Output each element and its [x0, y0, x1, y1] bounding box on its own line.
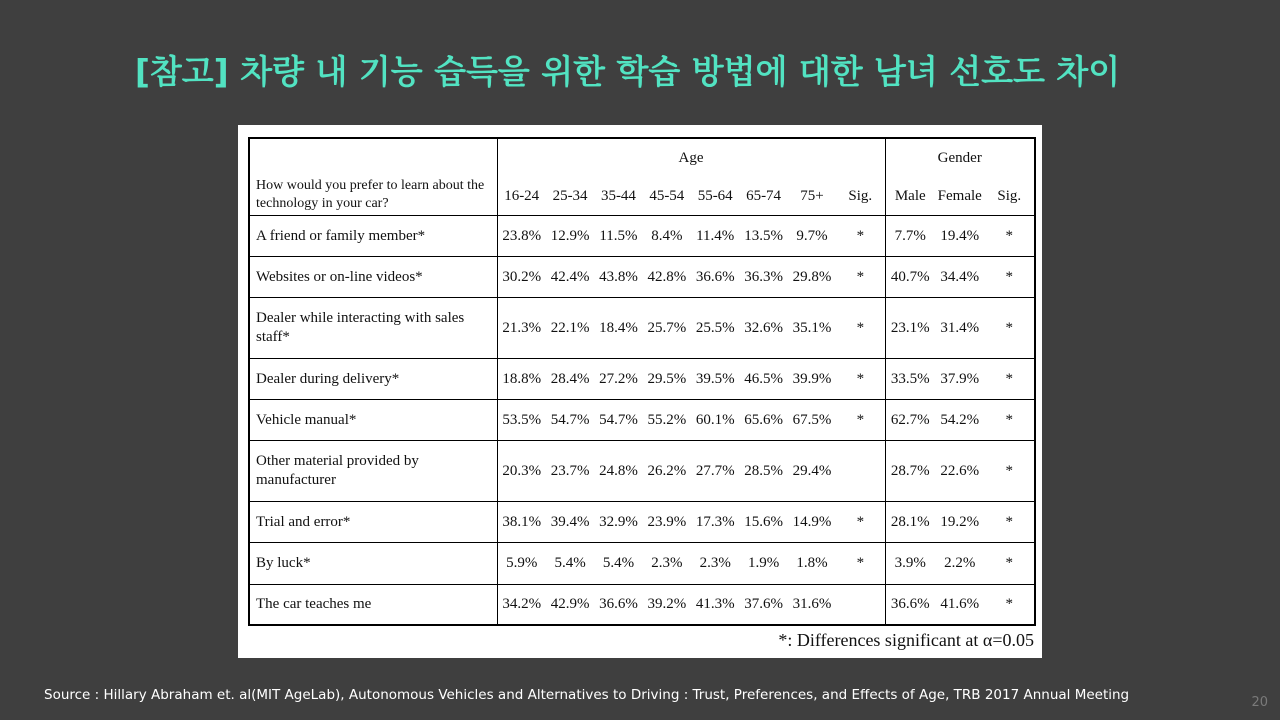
- age-subheader: 75+: [800, 187, 824, 204]
- gender-cell: *: [1005, 411, 1013, 428]
- slide-title: [참고] 차량 내 기능 습득을 위한 학습 방법에 대한 남녀 선호도 차이: [134, 52, 1121, 91]
- row-label: Websites or on-line videos*: [249, 257, 497, 298]
- age-cell: 36.6%: [695, 268, 735, 285]
- gender-cell: 7.7%: [894, 227, 926, 244]
- gender-cell: 28.1%: [890, 513, 930, 530]
- gender-cell: 36.6%: [890, 595, 930, 612]
- age-values: [497, 216, 885, 257]
- table-row: [249, 400, 1035, 441]
- age-cell: 30.2%: [502, 268, 542, 285]
- survey-table-image: [238, 125, 1042, 658]
- age-cell: *: [856, 227, 865, 244]
- gender-cell: 23.1%: [890, 319, 930, 336]
- age-values: [497, 257, 885, 298]
- age-cell: 21.3%: [502, 319, 542, 336]
- gender-cell: 31.4%: [940, 319, 980, 336]
- table-row: [249, 257, 1035, 298]
- gender-cell: 22.6%: [940, 462, 980, 479]
- gender-cell: *: [1005, 227, 1013, 244]
- age-cell: 32.6%: [744, 319, 783, 336]
- gender-values: [885, 257, 1035, 298]
- age-subheader: 55-64: [697, 187, 733, 204]
- row-label: Dealer during delivery*: [249, 359, 497, 400]
- age-cell: 29.5%: [647, 370, 687, 387]
- age-cell: 36.3%: [744, 268, 783, 285]
- age-values: [497, 400, 885, 441]
- age-cell: *: [856, 555, 865, 571]
- age-values: [497, 585, 885, 625]
- age-cell: 37.6%: [744, 595, 783, 612]
- age-cell: 20.3%: [502, 462, 542, 479]
- row-label: A friend or family member*: [249, 216, 497, 257]
- gender-cell: 41.6%: [940, 595, 980, 612]
- age-cell: 29.4%: [792, 462, 832, 479]
- gender-cell: *: [1005, 513, 1013, 530]
- age-cell: 29.8%: [792, 268, 832, 285]
- age-cell: 42.8%: [647, 268, 687, 285]
- age-cell: 36.6%: [599, 595, 638, 612]
- age-cell: 15.6%: [744, 513, 783, 530]
- age-cell: *: [856, 411, 865, 428]
- age-values: [497, 502, 885, 543]
- gender-cell: 33.5%: [890, 370, 930, 387]
- question-header: How would you prefer to learn about the technology in your car?: [249, 138, 497, 216]
- age-cell: 11.5%: [599, 227, 638, 244]
- row-label: Other material provided by manufacturer: [249, 441, 497, 502]
- age-group-header: Age: [497, 138, 885, 177]
- age-cell: 32.9%: [599, 513, 638, 530]
- gender-cell: 19.4%: [940, 227, 980, 244]
- age-cell: 55.2%: [647, 411, 687, 428]
- age-cell: 5.4%: [554, 555, 586, 571]
- age-cell: 18.8%: [502, 370, 542, 387]
- age-cell: 11.4%: [696, 227, 735, 244]
- row-label: Dealer while interacting with sales staff*: [249, 298, 497, 359]
- age-subheaders: [497, 177, 885, 216]
- age-cell: 39.9%: [792, 370, 832, 387]
- gender-values: [885, 585, 1035, 625]
- age-cell: 54.7%: [550, 411, 590, 428]
- gender-cell: *: [1005, 268, 1013, 285]
- age-cell: *: [856, 268, 865, 285]
- age-cell: 8.4%: [651, 227, 683, 244]
- age-cell: 54.7%: [599, 411, 638, 428]
- age-subheader: 35-44: [600, 187, 636, 204]
- age-cell: *: [856, 319, 865, 336]
- gender-cell: *: [1005, 595, 1013, 612]
- gender-cell: *: [1005, 555, 1013, 571]
- age-cell: 22.1%: [550, 319, 590, 336]
- gender-group-header: Gender: [885, 138, 1035, 177]
- age-cell: 9.7%: [796, 227, 828, 244]
- gender-values: [885, 502, 1035, 543]
- gender-values: [885, 400, 1035, 441]
- age-cell: 2.3%: [699, 555, 731, 571]
- row-label: The car teaches me: [249, 585, 497, 625]
- table-row: [249, 502, 1035, 543]
- age-cell: 25.5%: [695, 319, 735, 336]
- age-cell: 67.5%: [792, 411, 832, 428]
- gender-cell: 54.2%: [940, 411, 980, 428]
- gender-cell: *: [1005, 319, 1013, 336]
- age-subheader: 25-34: [552, 187, 588, 204]
- age-cell: 23.7%: [550, 462, 590, 479]
- age-cell: 35.1%: [792, 319, 832, 336]
- age-cell: 23.9%: [647, 513, 687, 530]
- age-cell: 65.6%: [744, 411, 783, 428]
- gender-cell: 34.4%: [940, 268, 980, 285]
- age-subheader: 16-24: [504, 187, 540, 204]
- row-label: Trial and error*: [249, 502, 497, 543]
- page-number: 20: [1251, 695, 1268, 710]
- gender-cell: 37.9%: [940, 370, 980, 387]
- age-cell: 42.9%: [550, 595, 590, 612]
- age-cell: 46.5%: [744, 370, 783, 387]
- age-cell: 28.5%: [744, 462, 783, 479]
- table-row: [249, 298, 1035, 359]
- age-cell: 5.4%: [602, 555, 635, 571]
- age-cell: 31.6%: [792, 595, 832, 612]
- age-cell: 24.8%: [599, 462, 638, 479]
- age-cell: 13.5%: [744, 227, 783, 244]
- gender-subheaders: [885, 177, 1035, 216]
- gender-values: [885, 543, 1035, 585]
- age-cell: 39.2%: [647, 595, 687, 612]
- age-subheader: 45-54: [649, 187, 685, 204]
- age-cell: 39.4%: [550, 513, 590, 530]
- age-cell: 14.9%: [792, 513, 832, 530]
- age-cell: *: [856, 513, 865, 530]
- survey-table: [248, 137, 1036, 626]
- row-label: By luck*: [249, 543, 497, 585]
- gender-cell: 19.2%: [940, 513, 980, 530]
- age-values: [497, 441, 885, 502]
- age-cell: 1.8%: [796, 555, 828, 571]
- age-cell: 28.4%: [550, 370, 590, 387]
- age-subheader: Sig.: [848, 187, 873, 204]
- age-cell: 27.7%: [695, 462, 735, 479]
- table-row: [249, 359, 1035, 400]
- age-cell: 23.8%: [502, 227, 542, 244]
- table-row: [249, 216, 1035, 257]
- table-row: [249, 543, 1035, 585]
- age-cell: 12.9%: [550, 227, 590, 244]
- age-cell: 43.8%: [599, 268, 638, 285]
- age-cell: 5.9%: [506, 555, 538, 571]
- row-label: Vehicle manual*: [249, 400, 497, 441]
- significance-footnote: *: Differences significant at α=0.05: [778, 630, 1034, 650]
- age-cell: 53.5%: [502, 411, 542, 428]
- age-subheader: 65-74: [746, 187, 782, 204]
- gender-cell: 40.7%: [890, 268, 930, 285]
- gender-values: [885, 216, 1035, 257]
- age-cell: 17.3%: [695, 513, 735, 530]
- age-cell: 27.2%: [599, 370, 638, 387]
- gender-cell: 2.2%: [944, 555, 976, 571]
- age-cell: 25.7%: [647, 319, 687, 336]
- gender-subheader: Male: [894, 187, 926, 204]
- age-values: [497, 298, 885, 359]
- age-cell: 34.2%: [502, 595, 542, 612]
- gender-cell: 28.7%: [890, 462, 930, 479]
- age-values: [497, 359, 885, 400]
- age-values: [497, 543, 885, 585]
- gender-cell: 62.7%: [890, 411, 930, 428]
- table-row: [249, 585, 1035, 625]
- age-cell: 26.2%: [647, 462, 687, 479]
- gender-cell: *: [1005, 370, 1013, 387]
- age-cell: 42.4%: [550, 268, 590, 285]
- table-row: [249, 441, 1035, 502]
- gender-subheader: Female: [937, 187, 982, 204]
- age-cell: 60.1%: [695, 411, 735, 428]
- age-cell: 1.9%: [747, 555, 780, 571]
- source-citation: Source : Hillary Abraham et. al(MIT AgeLab), Autonomous Vehicles and Alternatives to Driving : Trust, Preferences, and Effects of Age, TRB 2017 Annual Meeting: [44, 687, 1130, 703]
- gender-cell: 3.9%: [894, 555, 926, 571]
- age-cell: 2.3%: [651, 555, 683, 571]
- gender-values: [885, 359, 1035, 400]
- age-cell: *: [856, 370, 865, 387]
- gender-subheader: Sig.: [997, 187, 1022, 204]
- gender-values: [885, 441, 1035, 502]
- gender-cell: *: [1005, 462, 1013, 479]
- age-cell: 18.4%: [599, 319, 638, 336]
- age-cell: 39.5%: [695, 370, 735, 387]
- age-cell: 41.3%: [695, 595, 735, 612]
- age-cell: 38.1%: [502, 513, 542, 530]
- gender-values: [885, 298, 1035, 359]
